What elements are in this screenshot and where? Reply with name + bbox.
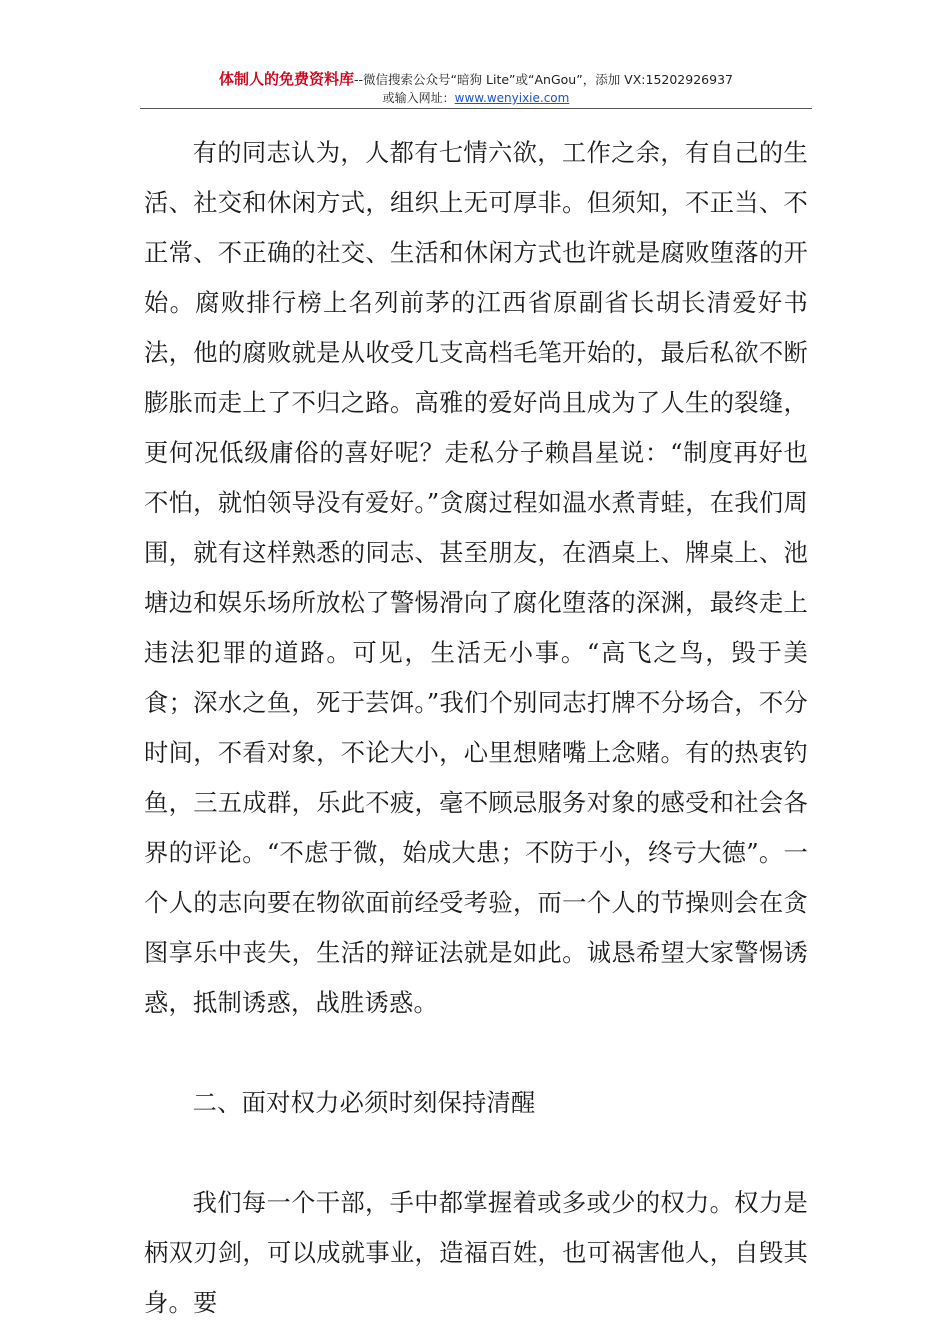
header-line-2	[140, 89, 812, 107]
header-line-1	[140, 70, 812, 89]
paragraph-2: 我们每一个干部，手中都掌握着或多或少的权力。权力是柄双刃剑，可以成就事业，造福百姓，也可祸害他人，自毁其身。要	[144, 1188, 808, 1317]
paragraph-1: 有的同志认为，人都有七情六欲，工作之余，有自己的生活、社交和休闲方式，组织上无可厚非。但须知，不正当、不正常、不正确的社交、生活和休闲方式也许就是腐败堕落的开始。腐败排行榜上名列前茅的江西省原副省长胡长清爱好书法，他的腐败就是从收受几支高档毛笔开始的，最后私欲不断膨胀而走上了不归之路。高雅的爱好尚且成为了人生的裂缝，更何况低级庸俗的喜好呢？走私分子赖昌星说：“制度再好也不怕，就怕领导没有爱好。”贪腐过程如温水煮青蛙，在我们周围，就有这样熟悉的同志、甚至朋友，在酒桌上、牌桌上、池塘边和娱乐场所放松了警惕滑向了腐化堕落的深渊，最终走上违法犯罪的道路。可见，生活无小事。“高飞之鸟，毁于美食；深水之鱼，死于芸饵。”我们个别同志打牌不分场合，不分时间，不看对象，不论大小，心里想赌嘴上念赌。有的热衷钓鱼，三五成群，乐此不疲，毫不顾忌服务对象的感受和社会各界的评论。“不虑于微，始成大患；不防于小，终亏大德”。一个人的志向要在物欲面前经受考验，而一个人的节操则会在贪图享乐中丧失，生活的辩证法就是如此。诚恳希望大家警惕诱惑，抵制诱惑，战胜诱惑。	[144, 138, 808, 1017]
header-divider	[140, 108, 812, 109]
page-header	[140, 70, 812, 107]
header-url-link[interactable]: www.wenyixie.com	[454, 91, 570, 105]
header-brand: 体制人的免费资料库	[219, 70, 355, 88]
document-body	[144, 128, 808, 1328]
header-url-label: 或输入网址：	[382, 91, 455, 105]
header-info: --微信搜索公众号“暗狗 Lite”或“AnGou”，添加 VX:15202926937	[354, 72, 733, 87]
section-heading-2: 二、面对权力必须时刻保持清醒	[192, 1088, 536, 1117]
